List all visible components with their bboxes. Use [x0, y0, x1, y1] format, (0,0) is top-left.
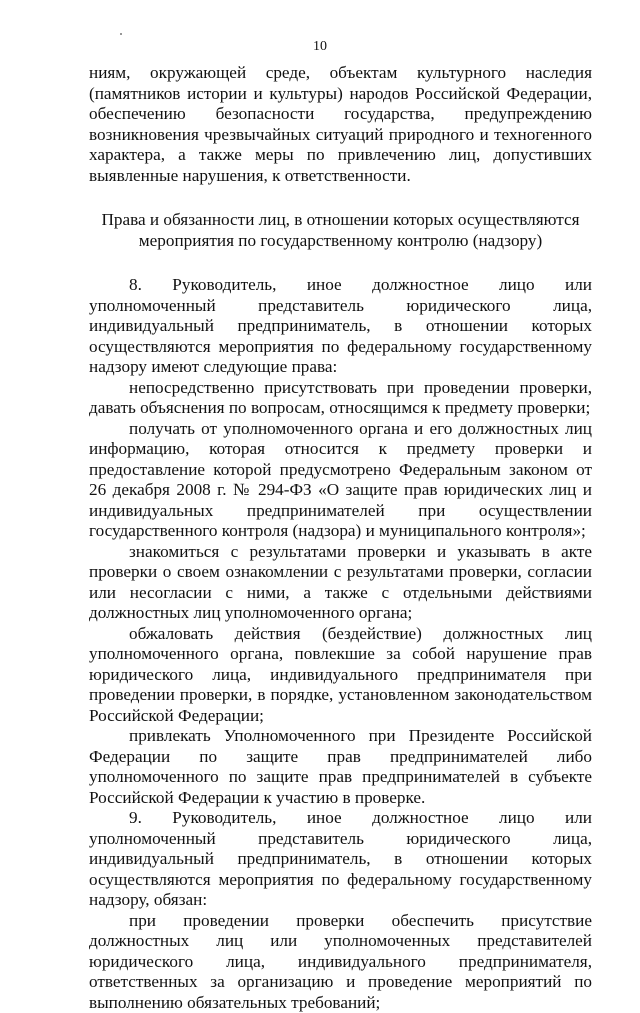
paragraph-right-ombudsman: привлекать Уполномоченного при Президенте Российской Федерации по защите прав предпринимателей либо уполномоченного по защите прав предпринимателей в субъекте Российской Федерации к участию в проверке.: [89, 726, 592, 808]
paragraph-item-8: 8. Руководитель, иное должностное лицо или уполномоченный представитель юридического лица, индивидуальный предприниматель, в отношении которых осуществляются мероприятия по федеральному государственному надзору имеют следующие права:: [89, 275, 592, 378]
paragraph-right-results: знакомиться с результатами проверки и указывать в акте проверки о своем ознакомлении с результатами проверки, согласии или несогласии с ними, а также с отдельными действиями должностных лиц уполномоченного органа;: [89, 542, 592, 624]
page-number: 10: [0, 39, 640, 55]
document-text: [89, 63, 592, 1013]
scan-speck: [120, 33, 122, 35]
paragraph-right-information: получать от уполномоченного органа и его должностных лиц информацию, которая относится к предмету проверки и предоставление которой предусмотрено Федеральным законом от 26 декабря 2008 г. № 294-ФЗ «О защите прав юридических лиц и индивидуальных предпринимателей при осуществлении государственного контроля (надзора) и муниципального контроля»;: [89, 419, 592, 542]
paragraph-right-appeal: обжаловать действия (бездействие) должностных лиц уполномоченного органа, повлекшие за собой нарушение прав юридического лица, индивидуального предпринимателя при проведении проверки, в порядке, установленном законодательством Российской Федерации;: [89, 624, 592, 727]
section-heading: Права и обязанности лиц, в отношении которых осуществляются мероприятия по государственному контролю (надзору): [89, 210, 592, 251]
paragraph-continuation: ниям, окружающей среде, объектам культурного наследия (памятников истории и культуры) народов Российской Федерации, обеспечению безопасности государства, предупреждению возникновения чрезвычайных ситуаций природного и техногенного характера, а также меры по привлечению лиц, допустивших выявленные нарушения, к ответственности.: [89, 63, 592, 186]
paragraph-right-attend: непосредственно присутствовать при проведении проверки, давать объяснения по вопросам, относящимся к предмету проверки;: [89, 378, 592, 419]
paragraph-duty-presence: при проведении проверки обеспечить присутствие должностных лиц или уполномоченных представителей юридического лица, индивидуального предпринимателя, ответственных за организацию и проведение мероприятий по выполнению обязательных требований;: [89, 911, 592, 1013]
paragraph-item-9: 9. Руководитель, иное должностное лицо или уполномоченный представитель юридического лица, индивидуальный предприниматель, в отношении которых осуществляются мероприятия по федеральному государственному надзору, обязан:: [89, 808, 592, 911]
